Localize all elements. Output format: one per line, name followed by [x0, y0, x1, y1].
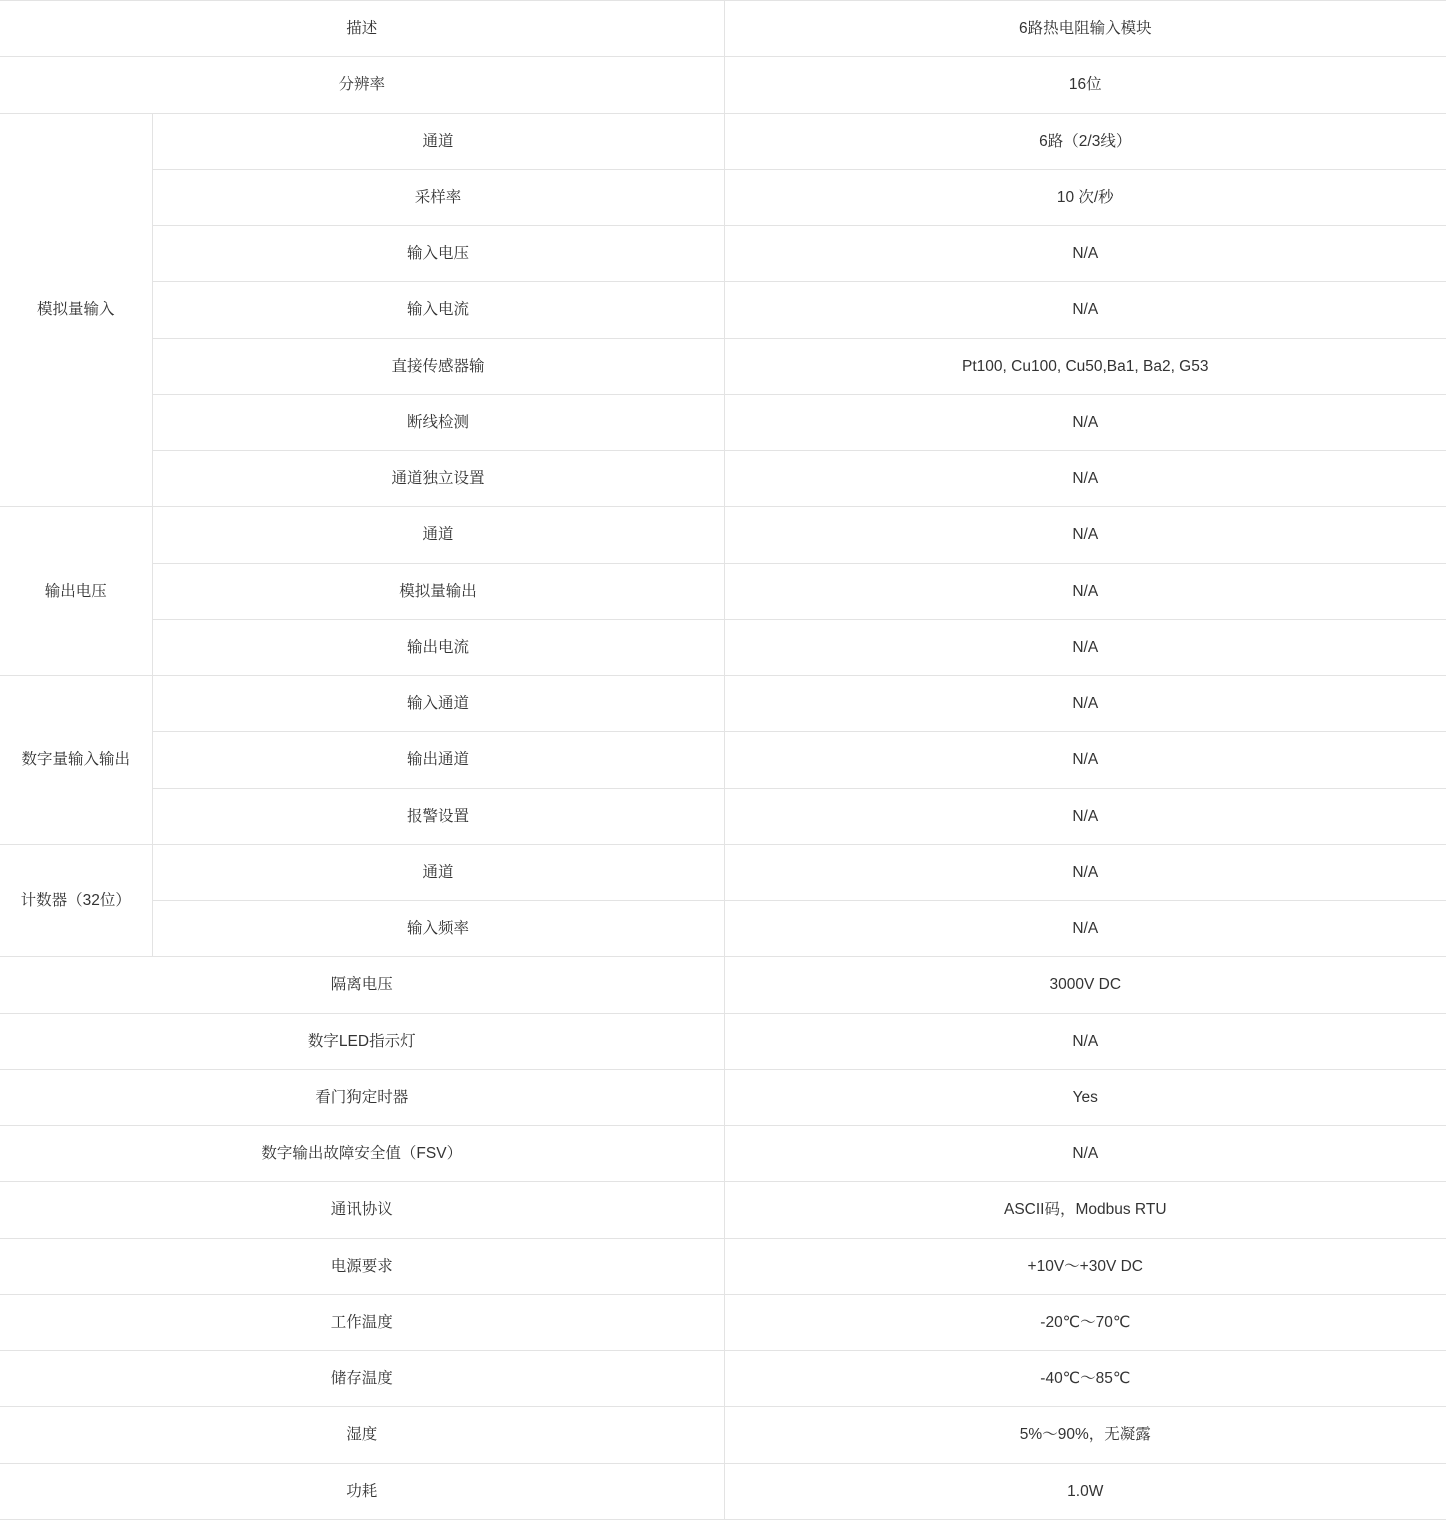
row-label: 通讯协议: [0, 1182, 724, 1238]
table-row: [0, 1463, 1446, 1519]
table-row: [0, 1, 1446, 57]
row-value: N/A: [724, 394, 1446, 450]
row-label: 功耗: [0, 1463, 724, 1519]
row-label: 通道独立设置: [152, 451, 724, 507]
row-value: 3000V DC: [724, 957, 1446, 1013]
table-row: [0, 338, 1446, 394]
row-label: 湿度: [0, 1407, 724, 1463]
row-value: N/A: [724, 732, 1446, 788]
row-label: 断线检测: [152, 394, 724, 450]
row-label: 电源要求: [0, 1238, 724, 1294]
row-label: 储存温度: [0, 1351, 724, 1407]
table-row: [0, 1238, 1446, 1294]
row-value: N/A: [724, 901, 1446, 957]
table-row: [0, 282, 1446, 338]
table-row: [0, 226, 1446, 282]
table-row: [0, 1294, 1446, 1350]
row-value: N/A: [724, 1126, 1446, 1182]
table-row: [0, 394, 1446, 450]
table-row: [0, 169, 1446, 225]
table-row: [0, 1013, 1446, 1069]
table-row: [0, 676, 1446, 732]
table-row: [0, 1407, 1446, 1463]
row-label: 直接传感器输: [152, 338, 724, 394]
row-label: 分辨率: [0, 57, 724, 113]
row-group-label: 模拟量输入: [0, 113, 152, 507]
table-row: [0, 957, 1446, 1013]
row-label: 输出通道: [152, 732, 724, 788]
row-label: 模拟量输出: [152, 563, 724, 619]
table-row: [0, 901, 1446, 957]
row-group-label: 数字量输入输出: [0, 676, 152, 845]
row-value: 16位: [724, 57, 1446, 113]
row-label: 通道: [152, 507, 724, 563]
row-label: 输入电流: [152, 282, 724, 338]
row-label: 通道: [152, 844, 724, 900]
row-label: 输入频率: [152, 901, 724, 957]
table-row: [0, 57, 1446, 113]
row-value: 5%～90%，无凝露: [724, 1407, 1446, 1463]
row-value: Pt100, Cu100, Cu50,Ba1, Ba2, G53: [724, 338, 1446, 394]
row-value: N/A: [724, 282, 1446, 338]
row-value: 10 次/秒: [724, 169, 1446, 225]
row-label: 输出电流: [152, 619, 724, 675]
row-label: 描述: [0, 1, 724, 57]
row-value: N/A: [724, 844, 1446, 900]
row-label: 隔离电压: [0, 957, 724, 1013]
row-value: -20℃～70℃: [724, 1294, 1446, 1350]
row-value: N/A: [724, 676, 1446, 732]
row-value: Yes: [724, 1069, 1446, 1125]
row-value: +10V～+30V DC: [724, 1238, 1446, 1294]
row-label: 数字LED指示灯: [0, 1013, 724, 1069]
table-row: [0, 451, 1446, 507]
row-value: N/A: [724, 563, 1446, 619]
table-row: [0, 1126, 1446, 1182]
row-value: 1.0W: [724, 1463, 1446, 1519]
row-label: 报警设置: [152, 788, 724, 844]
row-label: 工作温度: [0, 1294, 724, 1350]
row-value: N/A: [724, 507, 1446, 563]
table-row: [0, 732, 1446, 788]
row-label: 输入通道: [152, 676, 724, 732]
table-row: [0, 1182, 1446, 1238]
row-value: N/A: [724, 451, 1446, 507]
row-label: 数字输出故障安全值（FSV）: [0, 1126, 724, 1182]
table-row: [0, 507, 1446, 563]
table-row: [0, 563, 1446, 619]
row-value: -40℃～85℃: [724, 1351, 1446, 1407]
row-label: 通道: [152, 113, 724, 169]
table-row: [0, 844, 1446, 900]
row-value: 6路热电阻输入模块: [724, 1, 1446, 57]
row-label: 采样率: [152, 169, 724, 225]
row-group-label: 计数器（32位）: [0, 844, 152, 957]
table-row: [0, 619, 1446, 675]
table-row: [0, 1351, 1446, 1407]
specification-table-body: [0, 1, 1446, 1520]
row-value: N/A: [724, 1013, 1446, 1069]
row-value: N/A: [724, 619, 1446, 675]
row-value: 6路（2/3线）: [724, 113, 1446, 169]
table-row: [0, 113, 1446, 169]
row-group-label: 输出电压: [0, 507, 152, 676]
row-value: ASCII码，Modbus RTU: [724, 1182, 1446, 1238]
row-value: N/A: [724, 788, 1446, 844]
row-label: 输入电压: [152, 226, 724, 282]
row-value: N/A: [724, 226, 1446, 282]
table-row: [0, 1069, 1446, 1125]
table-row: [0, 788, 1446, 844]
row-label: 看门狗定时器: [0, 1069, 724, 1125]
